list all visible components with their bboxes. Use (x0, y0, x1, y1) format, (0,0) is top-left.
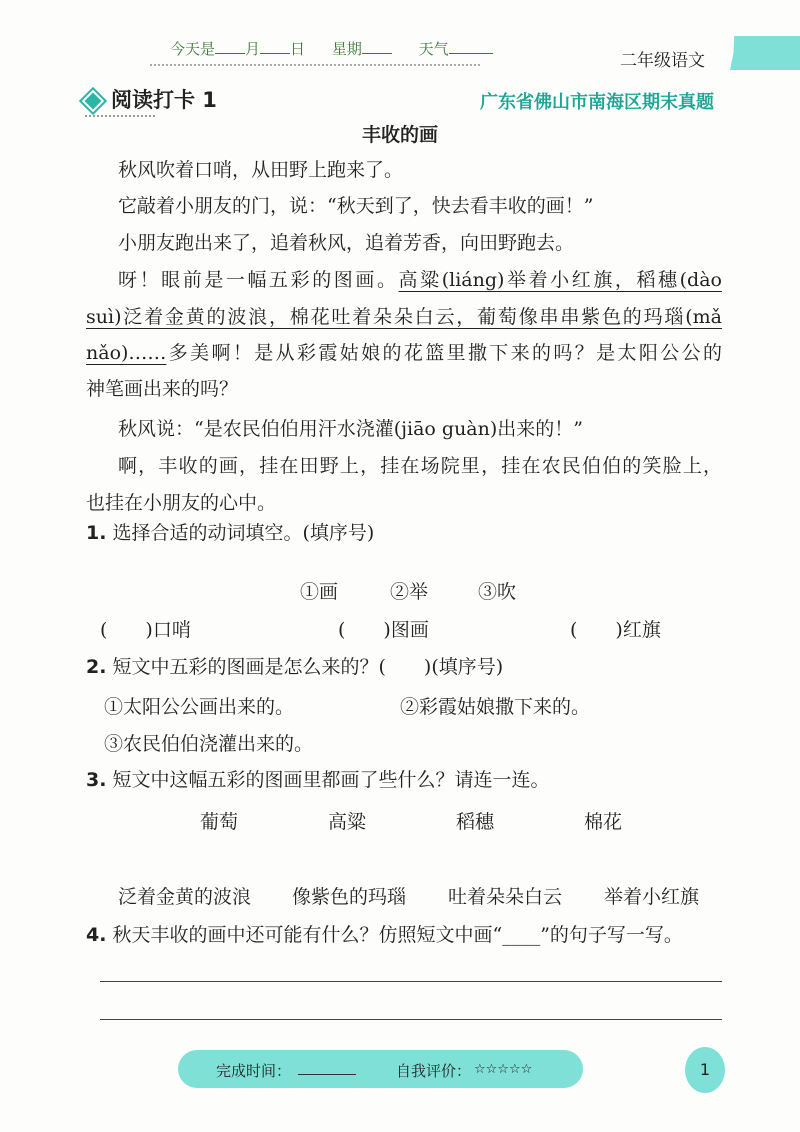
q-number: 4. (86, 924, 107, 946)
footer-bar (178, 1050, 583, 1088)
passage-title: 丰收的画 (361, 124, 438, 146)
weekday-blank[interactable] (362, 39, 392, 54)
question-2 (86, 652, 503, 679)
question-3 (86, 765, 550, 792)
passage-line: 也挂在小朋友的心中。 (86, 492, 277, 514)
passage-line: 神笔画出来的吗？ (86, 378, 239, 400)
month-blank[interactable] (215, 39, 245, 54)
match-item[interactable]: 棉花 (584, 811, 623, 833)
match-item[interactable]: 稻穗 (456, 811, 495, 833)
passage-line: suì)泛着金黄的波浪，棉花吐着朵朵白云，葡萄像串串紫色的玛瑙(mǎ (86, 306, 722, 328)
match-item[interactable]: 像紫色的玛瑙 (292, 886, 407, 908)
section-label: 阅读打卡 1 (111, 88, 217, 112)
option: ②彩霞姑娘撒下来的。 (400, 696, 591, 718)
q-text: 短文中五彩的图画是怎么来的？( )(填序号) (112, 656, 504, 678)
q-text: 秋天丰收的画中还可能有什么？仿照短文中画“____”的句子写一写。 (112, 924, 683, 946)
page-number: 1 (685, 1047, 725, 1093)
weather-label: 天气 (418, 40, 449, 58)
q-text: 短文中这幅五彩的图画里都画了些什么？请连一连。 (112, 769, 550, 791)
answer-blank[interactable]: ( )红旗 (570, 619, 661, 641)
underlined-text: nǎo)…… (86, 342, 167, 364)
day-label: 日 (290, 40, 306, 58)
diamond-icon (82, 90, 105, 113)
writing-line[interactable] (100, 981, 722, 982)
month-label: 月 (245, 40, 261, 58)
wavy-underline (85, 115, 155, 117)
star-rating[interactable]: ☆☆☆☆☆ (474, 1062, 533, 1077)
today-label: 今天是 (170, 40, 216, 58)
answer-blank[interactable]: ( )图画 (338, 619, 429, 641)
q-text: 选择合适的动词填空。(填序号) (112, 522, 375, 544)
match-item[interactable]: 吐着朵朵白云 (448, 886, 563, 908)
option: ①画 (300, 581, 339, 603)
text: 多美啊！是从彩霞姑娘的花篮里撒下来的吗？是太阳公公的 (166, 342, 722, 364)
writing-line[interactable] (100, 1019, 722, 1020)
q-number: 2. (86, 656, 107, 678)
dotted-divider (150, 64, 480, 66)
day-blank[interactable] (260, 39, 290, 54)
passage-line (118, 265, 722, 292)
question-1 (86, 518, 374, 545)
passage-line: 啊，丰收的画，挂在田野上，挂在场院里，挂在农民伯伯的笑脸上， (118, 455, 722, 477)
option: ②举 (390, 581, 429, 603)
eval-label: 自我评价： (396, 1062, 472, 1080)
match-item[interactable]: 泛着金黄的波浪 (118, 886, 252, 908)
source-label: 广东省佛山市南海区期末真题 (480, 92, 714, 113)
answer-blank[interactable]: ( )口哨 (100, 619, 191, 641)
q-number: 3. (86, 769, 107, 791)
q-number: 1. (86, 522, 107, 544)
passage-line: 秋风说：“是农民伯伯用汗水浇灌(jiāo guàn)出来的！” (118, 418, 583, 440)
match-item[interactable]: 葡萄 (200, 811, 239, 833)
passage-line: 秋风吹着口哨，从田野上跑来了。 (118, 159, 404, 181)
match-item[interactable]: 举着小红旗 (604, 886, 700, 908)
underlined-text: 高粱(liáng)举着小红旗，稻穗(dào (398, 269, 722, 291)
passage-line: 它敲着小朋友的门，说：“秋天到了，快去看丰收的画！” (118, 195, 594, 217)
page-tab (730, 36, 800, 70)
time-label: 完成时间： (216, 1062, 292, 1080)
option: ①太阳公公画出来的。 (104, 696, 295, 718)
weather-blank[interactable] (449, 39, 493, 54)
option: ③吹 (478, 581, 517, 603)
match-item[interactable]: 高粱 (328, 811, 367, 833)
weekday-label: 星期 (331, 40, 362, 58)
option: ③农民伯伯浇灌出来的。 (104, 733, 314, 755)
time-blank[interactable] (298, 1074, 356, 1075)
passage-line: 小朋友跑出来了，追着秋风，追着芳香，向田野跑去。 (118, 232, 575, 254)
question-4 (86, 920, 683, 947)
text: 呀！眼前是一幅五彩的图画。 (118, 269, 399, 291)
date-line (170, 38, 493, 59)
section-heading (85, 84, 217, 114)
grade-subject: 二年级语文 (620, 51, 705, 71)
passage-line (86, 338, 722, 365)
